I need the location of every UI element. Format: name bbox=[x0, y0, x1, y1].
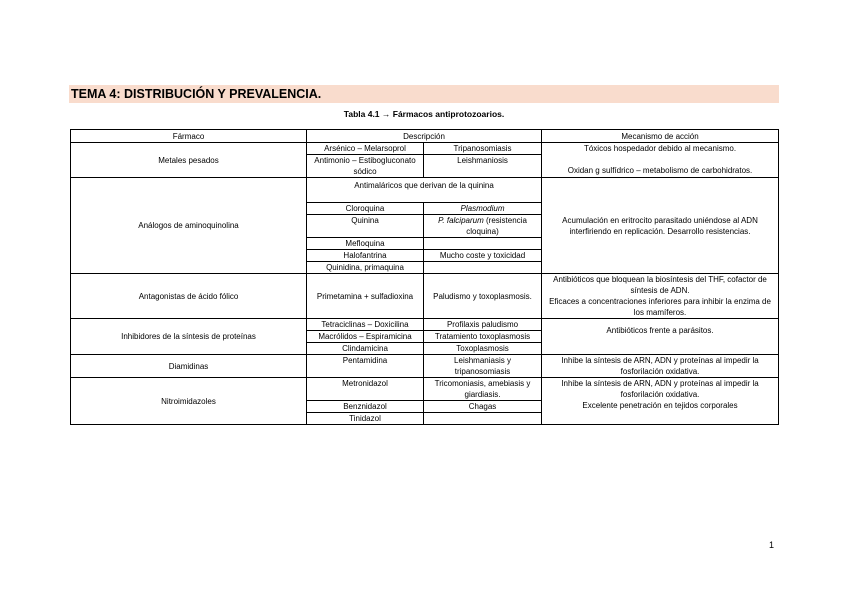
mechanism-text: Oxidan g sulfídrico – metabolismo de carbohidratos. bbox=[567, 166, 753, 175]
table-row bbox=[71, 355, 779, 378]
drug-cell: Metronidazol bbox=[307, 378, 424, 401]
description-text: (resistencia cloquina) bbox=[466, 216, 527, 236]
mechanism-text: Excelente penetración en tejidos corporales bbox=[582, 401, 738, 410]
page-number: 1 bbox=[769, 540, 775, 550]
table-header-row bbox=[71, 130, 779, 143]
header-descripcion: Descripción bbox=[307, 130, 542, 143]
drug-cell: Macrólidos – Espiramicina bbox=[307, 331, 424, 343]
description-cell: Leishmaniosis bbox=[424, 155, 542, 178]
drug-cell: Tetraciclinas – Doxicilina bbox=[307, 319, 424, 331]
description-cell bbox=[424, 215, 542, 238]
description-cell bbox=[424, 262, 542, 274]
mechanism-cell: Acumulación en eritrocito parasitado uniéndose al ADN interfiriendo en replicación. Desarrollo resistencias. bbox=[542, 178, 779, 274]
description-cell: Tratamiento toxoplasmosis bbox=[424, 331, 542, 343]
drug-cell: Mefloquina bbox=[307, 238, 424, 250]
drug-cell: Antimonio – Estibogluconato sódico bbox=[307, 155, 424, 178]
group-name: Antagonistas de ácido fólico bbox=[71, 274, 307, 319]
mechanism-cell bbox=[542, 274, 779, 319]
mechanism-cell bbox=[542, 143, 779, 178]
mechanism-cell: Antibióticos frente a parásitos. bbox=[542, 319, 779, 355]
drug-cell: Clindamicina bbox=[307, 343, 424, 355]
mechanism-text: Inhibe la síntesis de ARN, ADN y proteínas al impedir la fosforilación oxidativa. bbox=[561, 379, 759, 399]
header-mecanismo: Mecanismo de acción bbox=[542, 130, 779, 143]
drug-cell: Pentamidina bbox=[307, 355, 424, 378]
description-cell: Paludismo y toxoplasmosis. bbox=[424, 274, 542, 319]
drugs-table bbox=[70, 129, 779, 425]
section-heading: TEMA 4: DISTRIBUCIÓN Y PREVALENCIA. bbox=[69, 85, 779, 103]
description-cell bbox=[424, 413, 542, 425]
drug-cell: Benznidazol bbox=[307, 401, 424, 413]
drug-cell: Quinidina, primaquina bbox=[307, 262, 424, 274]
drug-cell: Halofantrina bbox=[307, 250, 424, 262]
description-cell: Leishmaniasis y tripanosomiasis bbox=[424, 355, 542, 378]
group-name: Metales pesados bbox=[71, 143, 307, 178]
description-cell: Plasmodium bbox=[424, 203, 542, 215]
description-cell: Mucho coste y toxicidad bbox=[424, 250, 542, 262]
drug-cell: Quinina bbox=[307, 215, 424, 238]
table-row bbox=[71, 143, 779, 155]
table-row bbox=[71, 274, 779, 319]
mechanism-text: Antibióticos que bloquean la biosíntesis del THF, cofactor de síntesis de ADN. bbox=[553, 275, 767, 295]
mechanism-text: Eficaces a concentraciones inferiores para inhibir la enzima de los mamíferos. bbox=[549, 297, 771, 317]
drug-cell: Cloroquina bbox=[307, 203, 424, 215]
description-cell: Tricomoniasis, amebiasis y giardiasis. bbox=[424, 378, 542, 401]
group-name: Diamidinas bbox=[71, 355, 307, 378]
description-cell bbox=[424, 238, 542, 250]
description-cell: Profilaxis paludismo bbox=[424, 319, 542, 331]
mechanism-text: Tóxicos hospedador debido al mecanismo. bbox=[583, 144, 737, 153]
description-cell: Toxoplasmosis bbox=[424, 343, 542, 355]
drug-cell: Tinidazol bbox=[307, 413, 424, 425]
table-row bbox=[71, 319, 779, 331]
species-name: P. falciparum bbox=[438, 216, 484, 225]
table-row bbox=[71, 178, 779, 203]
group-intro: Antimaláricos que derivan de la quinina bbox=[307, 178, 542, 203]
mechanism-cell: Inhibe la síntesis de ARN, ADN y proteínas al impedir la fosforilación oxidativa. bbox=[542, 355, 779, 378]
group-name: Inhibidores de la síntesis de proteínas bbox=[71, 319, 307, 355]
table-caption: Tabla 4.1 → Fármacos antiprotozoarios. bbox=[343, 109, 505, 119]
description-cell: Chagas bbox=[424, 401, 542, 413]
drug-cell: Primetamina + sulfadioxina bbox=[307, 274, 424, 319]
table-row bbox=[71, 378, 779, 401]
description-cell: Tripanosomiasis bbox=[424, 143, 542, 155]
group-name: Nitroimidazoles bbox=[71, 378, 307, 425]
header-farmaco: Fármaco bbox=[71, 130, 307, 143]
drug-cell: Arsénico – Melarsoprol bbox=[307, 143, 424, 155]
group-name: Análogos de aminoquinolina bbox=[71, 178, 307, 274]
mechanism-cell bbox=[542, 378, 779, 425]
